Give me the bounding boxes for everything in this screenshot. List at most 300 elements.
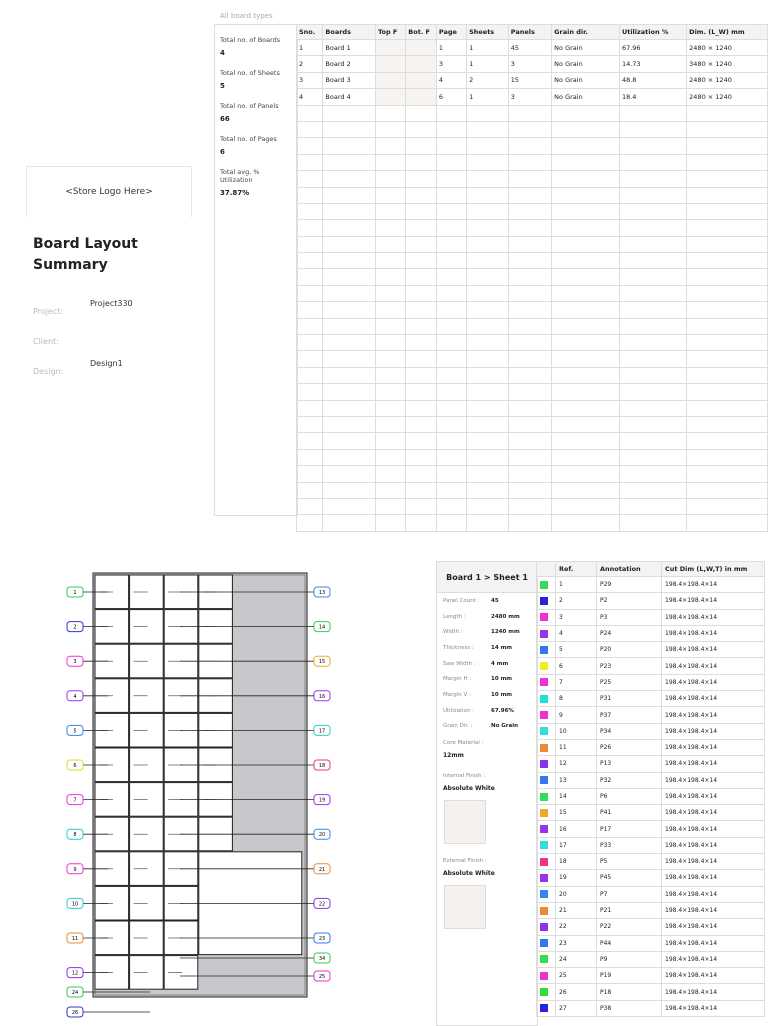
panel-tag-16	[314, 691, 330, 701]
panel-ann-cell: P22	[597, 919, 662, 935]
empty-cell	[297, 121, 323, 137]
empty-cell	[687, 121, 768, 137]
empty-cell	[323, 335, 376, 351]
empty-cell	[467, 121, 509, 137]
table-cell: No Grain	[552, 40, 620, 56]
empty-cell	[375, 236, 405, 252]
empty-cell	[467, 318, 509, 334]
panel-dim-cell: 198.4×198.4×14	[662, 919, 765, 935]
empty-cell	[436, 367, 466, 383]
panel-tag-text: 21	[318, 866, 326, 873]
panel-tag-text: 10	[71, 901, 79, 908]
empty-cell	[508, 253, 551, 269]
empty-cell	[508, 236, 551, 252]
panel-ref-cell: 14	[556, 788, 597, 804]
sheet-info-row	[437, 609, 537, 625]
color-cell	[537, 658, 556, 674]
empty-cell	[323, 253, 376, 269]
empty-cell	[406, 105, 437, 121]
empty-cell	[687, 482, 768, 498]
empty-cell	[552, 449, 620, 465]
empty-cell	[619, 220, 686, 236]
empty-cell	[467, 433, 509, 449]
empty-cell	[687, 400, 768, 416]
panel-ann-cell: P38	[597, 1000, 662, 1016]
panel-tag-text: 7	[73, 797, 77, 804]
table-row	[297, 318, 768, 334]
table-cell: 2	[467, 72, 509, 88]
panel-ann-cell: P29	[597, 577, 662, 593]
empty-cell	[508, 302, 551, 318]
empty-cell	[406, 335, 437, 351]
table-cell: 1	[297, 40, 323, 56]
table-cell: 3480 × 1240	[687, 56, 768, 72]
panel-ann-cell: P19	[597, 968, 662, 984]
table-cell: 2	[297, 56, 323, 72]
color-cell	[537, 609, 556, 625]
table-row	[537, 609, 765, 625]
internal-finish-swatch	[444, 800, 486, 844]
table-row	[537, 577, 765, 593]
empty-cell	[467, 105, 509, 121]
internal-finish-label: Internal Finish :	[443, 773, 486, 780]
empty-cell	[436, 220, 466, 236]
color-cell	[537, 870, 556, 886]
panel-color-swatch	[540, 907, 548, 915]
table-cell: Board 3	[323, 72, 376, 88]
empty-cell	[406, 515, 437, 531]
panel-color-swatch	[540, 809, 548, 817]
empty-cell	[467, 285, 509, 301]
panel-tag-text: 9	[73, 866, 77, 873]
table-row	[297, 384, 768, 400]
panel-tag-21	[314, 864, 330, 874]
table-cell: 18.4	[619, 89, 686, 105]
empty-cell	[508, 269, 551, 285]
panel-ref-cell: 22	[556, 919, 597, 935]
color-cell	[537, 1000, 556, 1016]
panel-ann-cell: P24	[597, 625, 662, 641]
panel-ref-cell: 27	[556, 1000, 597, 1016]
core-material-value: 12mm	[443, 752, 464, 760]
empty-cell	[375, 498, 405, 514]
table-cell: 1	[467, 40, 509, 56]
table-cell	[406, 40, 437, 56]
empty-cell	[375, 285, 405, 301]
panel-tag-2	[67, 622, 83, 632]
panel-ann-cell: P31	[597, 691, 662, 707]
panel-tag-text: 13	[318, 590, 326, 596]
info-value: 4 mm	[491, 660, 509, 667]
info-label: Panel Count :	[443, 597, 480, 604]
table-row	[537, 854, 765, 870]
panel-ref-cell: 13	[556, 772, 597, 788]
empty-cell	[552, 187, 620, 203]
empty-cell	[406, 433, 437, 449]
empty-cell	[323, 433, 376, 449]
empty-cell	[297, 154, 323, 170]
empty-cell	[406, 449, 437, 465]
empty-cell	[406, 351, 437, 367]
empty-cell	[323, 416, 376, 432]
empty-cell	[687, 187, 768, 203]
table-row	[297, 72, 768, 88]
panel-tag-text: 15	[318, 659, 326, 666]
panel-ref-cell: 19	[556, 870, 597, 886]
sheet-info-row	[437, 640, 537, 656]
empty-cell	[297, 203, 323, 219]
empty-cell	[297, 416, 323, 432]
stat-value: 37.87%	[220, 189, 250, 197]
panel-tag-text: 11	[71, 936, 79, 942]
empty-cell	[508, 433, 551, 449]
table-row	[297, 236, 768, 252]
empty-cell	[406, 269, 437, 285]
panel-dim-cell: 198.4×198.4×14	[662, 723, 765, 739]
panel-ref-cell: 12	[556, 756, 597, 772]
color-cell	[537, 951, 556, 967]
empty-cell	[508, 482, 551, 498]
table-row	[297, 40, 768, 56]
table-row	[537, 723, 765, 739]
panel-color-swatch	[540, 630, 548, 638]
empty-cell	[297, 105, 323, 121]
table-row	[297, 89, 768, 105]
info-value: 1240 mm	[491, 629, 520, 636]
empty-cell	[552, 400, 620, 416]
panel-color-swatch	[540, 890, 548, 898]
empty-cell	[467, 449, 509, 465]
panel-ann-cell: P33	[597, 837, 662, 853]
empty-cell	[323, 515, 376, 531]
empty-cell	[323, 121, 376, 137]
empty-cell	[552, 171, 620, 187]
empty-cell	[552, 367, 620, 383]
panel-tag-15	[314, 656, 330, 666]
table-row	[537, 674, 765, 690]
panel-dim-cell: 198.4×198.4×14	[662, 821, 765, 837]
table-row	[537, 772, 765, 788]
table-row	[537, 870, 765, 886]
panel-tag-text: 8	[73, 832, 77, 839]
empty-cell	[375, 138, 405, 154]
panel-tag-18	[314, 760, 330, 770]
empty-cell	[619, 318, 686, 334]
empty-cell	[323, 384, 376, 400]
panel-color-swatch	[540, 793, 548, 801]
sheet-info-row	[437, 703, 537, 719]
empty-cell	[297, 351, 323, 367]
empty-cell	[619, 171, 686, 187]
column-header: Dim. (L_W) mm	[687, 25, 768, 40]
empty-cell	[436, 105, 466, 121]
stat-label: Total no. of Pages	[220, 135, 277, 143]
empty-cell	[436, 187, 466, 203]
panel-dim-cell: 198.4×198.4×14	[662, 886, 765, 902]
empty-cell	[375, 187, 405, 203]
table-cell: 3	[508, 89, 551, 105]
empty-cell	[406, 416, 437, 432]
empty-cell	[323, 482, 376, 498]
empty-cell	[323, 285, 376, 301]
panel-ann-cell: P23	[597, 658, 662, 674]
empty-cell	[619, 121, 686, 137]
table-row	[297, 302, 768, 318]
empty-cell	[552, 416, 620, 432]
empty-cell	[619, 203, 686, 219]
empty-cell	[436, 498, 466, 514]
stat-value: 5	[220, 82, 225, 90]
table-row	[297, 400, 768, 416]
empty-cell	[552, 236, 620, 252]
empty-cell	[687, 220, 768, 236]
empty-cell	[436, 269, 466, 285]
panel-table	[536, 561, 765, 1017]
external-finish-swatch	[444, 885, 486, 929]
empty-cell	[375, 515, 405, 531]
panel-dim-cell: 198.4×198.4×14	[662, 707, 765, 723]
color-cell	[537, 642, 556, 658]
empty-cell	[619, 498, 686, 514]
table-header-row	[537, 562, 765, 577]
meta-project-value: Project330	[90, 299, 133, 308]
empty-cell	[687, 449, 768, 465]
panel-ann-cell: P2	[597, 593, 662, 609]
panel-ann-cell: P34	[597, 723, 662, 739]
empty-cell	[552, 302, 620, 318]
table-cell: 6	[436, 89, 466, 105]
table-row	[297, 154, 768, 170]
color-cell	[537, 821, 556, 837]
panel-tag-text: 5	[73, 728, 77, 735]
panel-ann-cell: P17	[597, 821, 662, 837]
empty-cell	[406, 466, 437, 482]
panel-color-swatch	[540, 825, 548, 833]
empty-cell	[467, 302, 509, 318]
panel-tag-14	[314, 622, 330, 632]
panel-dim-cell: 198.4×198.4×14	[662, 837, 765, 853]
empty-cell	[406, 121, 437, 137]
empty-cell	[323, 351, 376, 367]
meta-design-value: Design1	[90, 359, 123, 368]
empty-cell	[619, 351, 686, 367]
panel-tag-text: 19	[318, 797, 326, 804]
empty-cell	[508, 187, 551, 203]
empty-cell	[436, 121, 466, 137]
panel-tag-24	[67, 987, 83, 997]
color-cell	[537, 886, 556, 902]
panel-ref-cell: 21	[556, 902, 597, 918]
empty-cell	[436, 416, 466, 432]
table-row	[297, 515, 768, 531]
empty-cell	[508, 285, 551, 301]
empty-cell	[467, 203, 509, 219]
color-cell	[537, 756, 556, 772]
color-cell	[537, 739, 556, 755]
table-cell: 67.96	[619, 40, 686, 56]
empty-cell	[508, 105, 551, 121]
panel-ref-cell: 2	[556, 593, 597, 609]
panel-ref-cell: 4	[556, 625, 597, 641]
panel-tag-17	[314, 725, 330, 735]
empty-cell	[436, 154, 466, 170]
panel-ann-cell: P26	[597, 739, 662, 755]
panel-ann-cell: P3	[597, 609, 662, 625]
panel-tag-3	[67, 656, 83, 666]
stat-label: Total no. of Panels	[220, 102, 279, 110]
empty-cell	[297, 171, 323, 187]
empty-cell	[436, 351, 466, 367]
panel-tag-13	[314, 587, 330, 597]
table-row	[297, 285, 768, 301]
sheet-info-panel	[436, 561, 538, 1026]
panel-dim-cell: 198.4×198.4×14	[662, 642, 765, 658]
empty-cell	[552, 433, 620, 449]
empty-cell	[323, 171, 376, 187]
table-cell: No Grain	[552, 72, 620, 88]
empty-cell	[687, 367, 768, 383]
empty-cell	[467, 335, 509, 351]
empty-cell	[508, 466, 551, 482]
panel-ref-cell: 24	[556, 951, 597, 967]
panel-dim-cell: 198.4×198.4×14	[662, 984, 765, 1000]
empty-cell	[436, 203, 466, 219]
panel-ref-cell: 5	[556, 642, 597, 658]
empty-cell	[323, 449, 376, 465]
panel-color-swatch	[540, 662, 548, 670]
panel-dim-cell: 198.4×198.4×14	[662, 805, 765, 821]
empty-cell	[508, 351, 551, 367]
empty-cell	[508, 318, 551, 334]
panel-color-swatch	[540, 776, 548, 784]
empty-cell	[467, 384, 509, 400]
column-header: Panels	[508, 25, 551, 40]
empty-cell	[323, 220, 376, 236]
empty-cell	[508, 203, 551, 219]
empty-cell	[687, 269, 768, 285]
empty-cell	[552, 269, 620, 285]
panel-dim-cell: 198.4×198.4×14	[662, 593, 765, 609]
color-cell	[537, 788, 556, 804]
panel-color-swatch	[540, 923, 548, 931]
empty-cell	[297, 236, 323, 252]
panel-tag-text: 22	[318, 901, 326, 908]
panel-color-swatch	[540, 695, 548, 703]
empty-cell	[687, 433, 768, 449]
empty-cell	[552, 154, 620, 170]
column-header: Cut Dim (L,W,T) in mm	[662, 562, 765, 577]
empty-cell	[687, 498, 768, 514]
panel-dim-cell: 198.4×198.4×14	[662, 902, 765, 918]
empty-cell	[552, 253, 620, 269]
empty-cell	[508, 416, 551, 432]
empty-cell	[436, 335, 466, 351]
stat-value: 66	[220, 115, 230, 123]
empty-cell	[467, 138, 509, 154]
empty-cell	[687, 416, 768, 432]
table-cell	[406, 89, 437, 105]
table-cell: Board 4	[323, 89, 376, 105]
empty-cell	[406, 482, 437, 498]
table-row	[537, 968, 765, 984]
panel-tag-25	[314, 971, 330, 981]
empty-cell	[619, 236, 686, 252]
panel-ref-cell: 7	[556, 674, 597, 690]
empty-cell	[323, 367, 376, 383]
sheet-info-row	[437, 671, 537, 687]
color-cell	[537, 625, 556, 641]
empty-cell	[687, 466, 768, 482]
table-row	[297, 351, 768, 367]
empty-cell	[297, 285, 323, 301]
panel-color-swatch	[540, 1004, 548, 1012]
table-cell: 2480 × 1240	[687, 89, 768, 105]
panel-ann-cell: P7	[597, 886, 662, 902]
panel-tag-9	[67, 864, 83, 874]
empty-cell	[406, 187, 437, 203]
empty-cell	[467, 400, 509, 416]
panel-color-swatch	[540, 597, 548, 605]
table-cell: No Grain	[552, 89, 620, 105]
empty-cell	[687, 171, 768, 187]
empty-cell	[406, 498, 437, 514]
panel-tag-text: 34	[318, 956, 326, 962]
panel-ann-cell: P6	[597, 788, 662, 804]
empty-cell	[297, 367, 323, 383]
panel-ann-cell: P13	[597, 756, 662, 772]
empty-cell	[508, 220, 551, 236]
panel-ann-cell: P20	[597, 642, 662, 658]
core-material-label: Core Material :	[443, 740, 484, 747]
empty-cell	[375, 269, 405, 285]
empty-cell	[552, 466, 620, 482]
table-header-row	[297, 25, 768, 40]
table-row	[537, 837, 765, 853]
empty-cell	[375, 367, 405, 383]
panel-ann-cell: P18	[597, 984, 662, 1000]
empty-cell	[323, 269, 376, 285]
panel-ref-cell: 16	[556, 821, 597, 837]
panel-ref-cell: 23	[556, 935, 597, 951]
empty-cell	[375, 302, 405, 318]
panel-tag-7	[67, 795, 83, 805]
panel-tag-20	[314, 829, 330, 839]
empty-cell	[467, 466, 509, 482]
color-cell	[537, 805, 556, 821]
empty-cell	[406, 253, 437, 269]
empty-cell	[406, 203, 437, 219]
empty-cell	[467, 367, 509, 383]
panel-color-swatch	[540, 581, 548, 589]
empty-cell	[375, 220, 405, 236]
panel-dim-cell: 198.4×198.4×14	[662, 625, 765, 641]
panel-ref-cell: 8	[556, 691, 597, 707]
table-row	[537, 984, 765, 1000]
table-cell	[375, 40, 405, 56]
stat-label: Total avg. % Utilization	[220, 168, 260, 184]
panel-color-swatch	[540, 678, 548, 686]
stat-value: 6	[220, 148, 225, 156]
empty-cell	[619, 253, 686, 269]
panel-ref-cell: 18	[556, 854, 597, 870]
empty-cell	[375, 351, 405, 367]
table-row	[297, 220, 768, 236]
table-row	[297, 203, 768, 219]
empty-cell	[508, 138, 551, 154]
panel-tag-text: 1	[73, 590, 77, 596]
empty-cell	[323, 154, 376, 170]
info-value: 2480 mm	[491, 613, 520, 620]
